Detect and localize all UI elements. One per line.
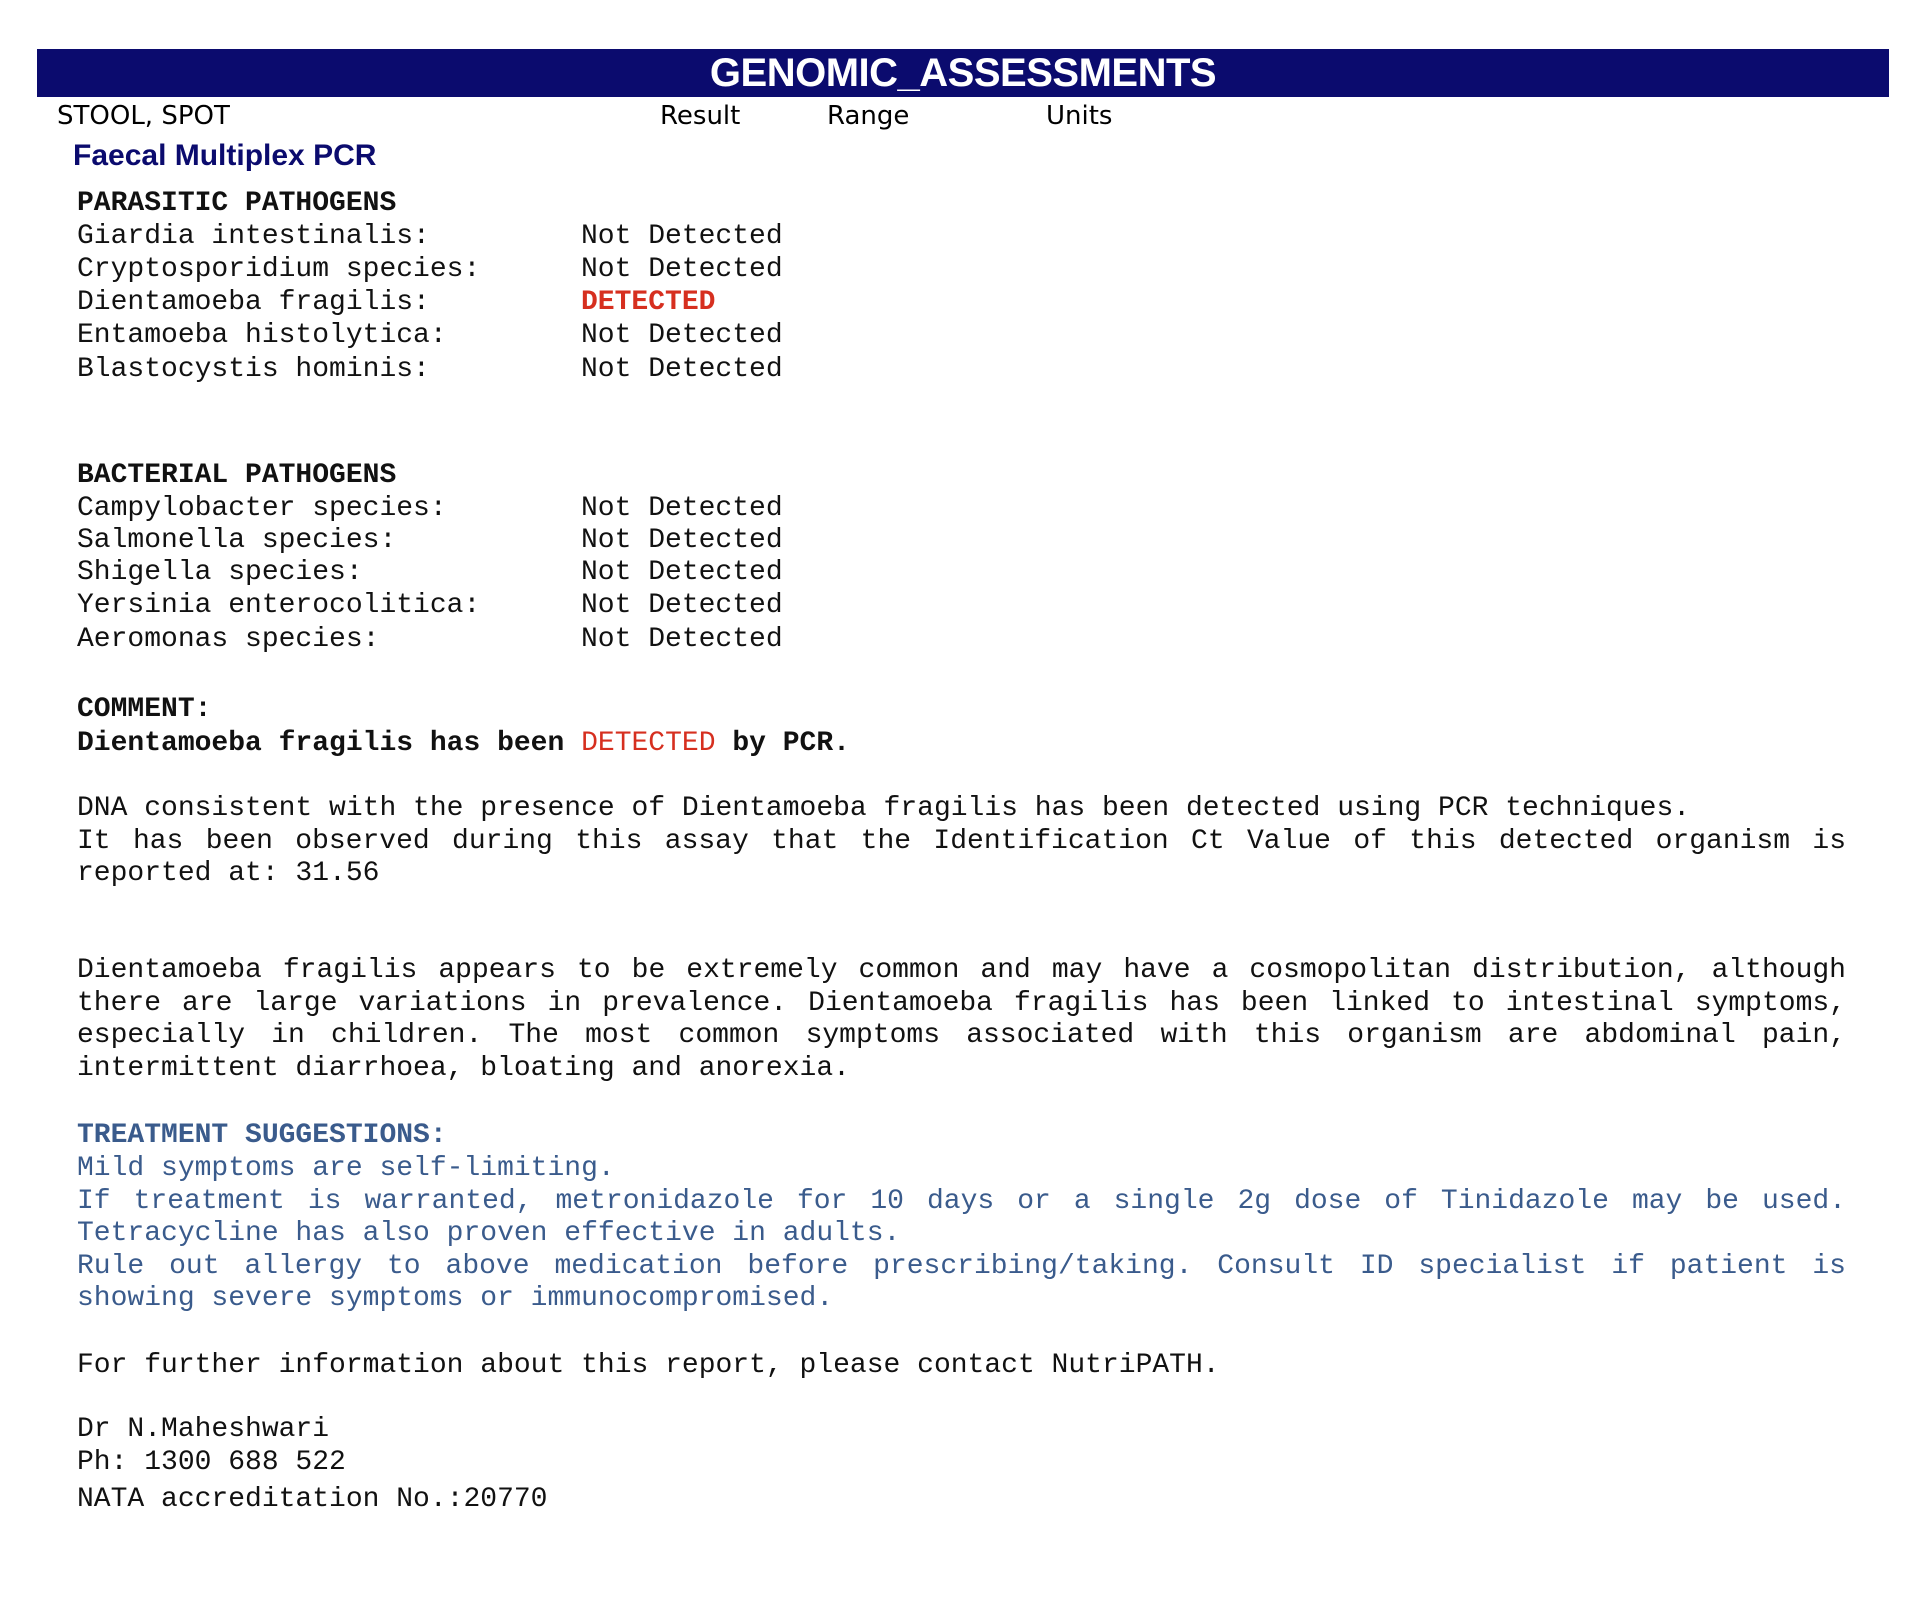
nata-accreditation: NATA accreditation No.:20770	[77, 1484, 548, 1515]
pathogen-label: Aeromonas species:	[77, 624, 380, 655]
pathogen-result: Not Detected	[581, 624, 783, 655]
result-row	[77, 589, 977, 622]
result-row	[77, 286, 977, 319]
pathogen-label: Cryptosporidium species:	[77, 254, 481, 285]
report-title-banner: GENOMIC_ASSESSMENTS	[37, 49, 1889, 97]
result-row	[77, 353, 977, 386]
result-row	[77, 524, 977, 557]
summary-suffix: by PCR.	[715, 728, 850, 759]
pathogen-result: Not Detected	[581, 320, 783, 351]
column-header-result: Result	[660, 101, 741, 131]
pathogen-result-detected: DETECTED	[581, 287, 716, 318]
dna-paragraph	[77, 793, 1846, 891]
treatment-line: Mild symptoms are self-limiting.	[77, 1153, 615, 1184]
pathogen-label: Shigella species:	[77, 557, 363, 588]
comment-summary	[77, 727, 850, 760]
treatment-line: Rule out allergy to above medication before prescribing/taking. Consult ID specialist if patient is showing severe symptoms or immunocompromised.	[77, 1250, 1846, 1314]
pathogen-result: Not Detected	[581, 354, 783, 385]
pathogen-result: Not Detected	[581, 557, 783, 588]
pathogen-result: Not Detected	[581, 590, 783, 621]
specimen-label: STOOL, SPOT	[57, 101, 230, 131]
comment-heading: COMMENT:	[77, 694, 212, 725]
pathogen-result: Not Detected	[581, 493, 783, 524]
treatment-line: If treatment is warranted, metronidazole for 10 days or a single 2g dose of Tinidazole may be used. Tetracycline has also proven effective in adults.	[77, 1185, 1846, 1249]
result-row	[77, 220, 977, 253]
pathogen-result: Not Detected	[581, 221, 783, 252]
ct-value-line: It has been observed during this assay that the Identification Ct Value of this detected organism is reported at: 31.56	[77, 825, 1846, 889]
result-row	[77, 319, 977, 352]
pathogen-label: Giardia intestinalis:	[77, 221, 430, 252]
summary-prefix: Dientamoeba fragilis has been	[77, 728, 582, 759]
pathogen-label: Campylobacter species:	[77, 493, 447, 524]
pathogen-label: Entamoeba histolytica:	[77, 320, 447, 351]
result-row	[77, 556, 977, 589]
doctor-name: Dr N.Maheshwari	[77, 1414, 330, 1445]
test-name: Faecal Multiplex PCR	[73, 139, 377, 172]
phone-number: Ph: 1300 688 522	[77, 1447, 346, 1478]
result-row	[77, 253, 977, 286]
pathogen-result: Not Detected	[581, 254, 783, 285]
info-paragraph	[77, 955, 1846, 1085]
summary-detected-flag: DETECTED	[581, 728, 716, 759]
result-row	[77, 492, 977, 525]
result-row	[77, 623, 977, 656]
pathogen-label: Blastocystis hominis:	[77, 354, 430, 385]
bacterial-heading: BACTERIAL PATHOGENS	[77, 460, 397, 491]
parasitic-heading: PARASITIC PATHOGENS	[77, 188, 397, 219]
column-header-range: Range	[827, 101, 910, 131]
pathogen-label: Dientamoeba fragilis:	[77, 287, 430, 318]
treatment-heading: TREATMENT SUGGESTIONS:	[77, 1120, 447, 1151]
column-header-units: Units	[1046, 101, 1113, 131]
pathogen-label: Yersinia enterocolitica:	[77, 590, 481, 621]
dna-line: DNA consistent with the presence of Dientamoeba fragilis has been detected using PCR techniques.	[77, 793, 1691, 824]
treatment-paragraph	[77, 1153, 1846, 1316]
contact-line: For further information about this report, please contact NutriPATH.	[77, 1350, 1220, 1381]
info-text: Dientamoeba fragilis appears to be extremely common and may have a cosmopolitan distribution, although there are large variations in prevalence. Dientamoeba fragilis has been linked to intestinal symptoms, especially in children. The most common symptoms associated with this organism are abdominal pain, intermittent diarrhoea, bloating and anorexia.	[77, 955, 1846, 1084]
pathogen-label: Salmonella species:	[77, 525, 397, 556]
pathogen-result: Not Detected	[581, 525, 783, 556]
